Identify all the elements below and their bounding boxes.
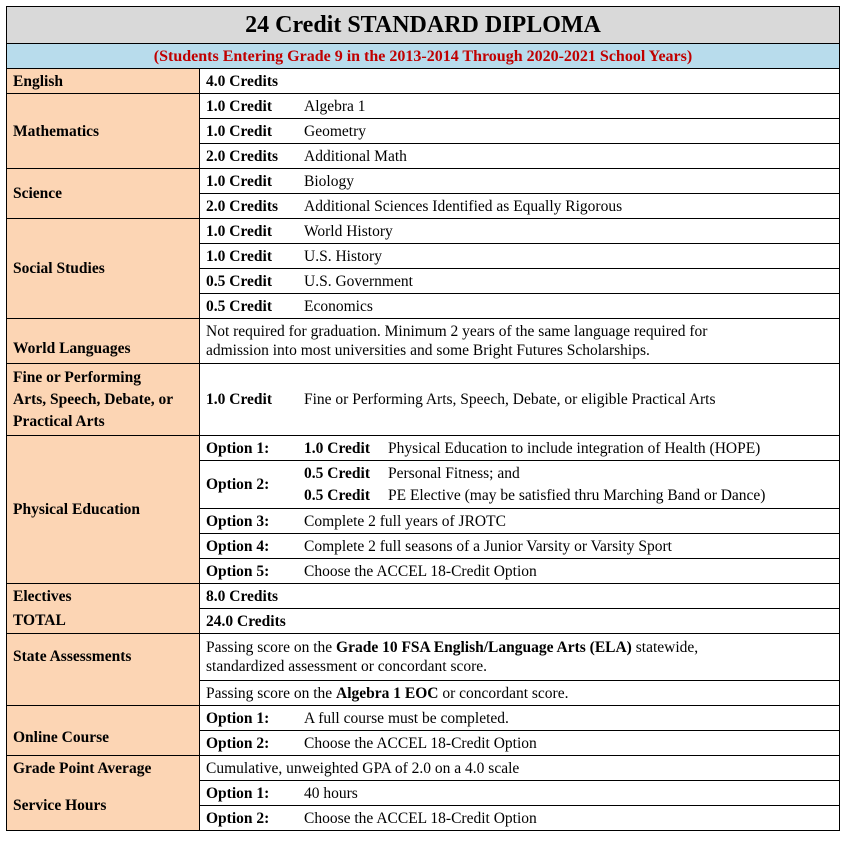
- state-assessment-ela: Passing score on the Grade 10 FSA English/Language Arts (ELA) statewide, standardized assessment or concordant score.: [200, 634, 840, 681]
- fine-arts-row: 1.0 Credit Fine or Performing Arts, Speech, Debate, or eligible Practical Arts: [200, 364, 840, 436]
- electives-credits: 8.0 Credits: [200, 584, 840, 609]
- pe-option-4: Option 4: Complete 2 full seasons of a Junior Varsity or Varsity Sport: [200, 534, 840, 559]
- state-assessment-algebra: Passing score on the Algebra 1 EOC or concordant score.: [200, 681, 840, 706]
- gpa-requirement: Cumulative, unweighted GPA of 2.0 on a 4.0 scale: [200, 756, 840, 781]
- pe-option-3: Option 3: Complete 2 full years of JROTC: [200, 509, 840, 534]
- subject-fine-arts: Fine or Performing Arts, Speech, Debate, or Practical Arts: [7, 364, 200, 436]
- social-row: 1.0 Credit U.S. History: [200, 244, 840, 269]
- social-row: 1.0 Credit World History: [200, 219, 840, 244]
- social-row: 0.5 Credit U.S. Government: [200, 269, 840, 294]
- diploma-requirements-document: [6, 6, 840, 831]
- science-row: 1.0 Credit Biology: [200, 169, 840, 194]
- requirements-table: [6, 6, 840, 831]
- math-row: 1.0 Credit Algebra 1: [200, 94, 840, 119]
- document-title: 24 Credit STANDARD DIPLOMA: [7, 7, 840, 44]
- world-languages-note: Not required for graduation. Minimum 2 years of the same language required for admission into most universities and some Bright Futures Scholarships.: [200, 319, 840, 364]
- service-option-1: Option 1: 40 hours: [200, 781, 840, 806]
- online-option-1: Option 1: A full course must be completed.: [200, 706, 840, 731]
- pe-option-5: Option 5: Choose the ACCEL 18-Credit Option: [200, 559, 840, 584]
- pe-option-1: Option 1: 1.0 Credit Physical Education to include integration of Health (HOPE): [200, 436, 840, 461]
- subject-electives: Electives: [7, 584, 200, 609]
- subject-social-studies: Social Studies: [7, 219, 200, 319]
- subject-science: Science: [7, 169, 200, 219]
- english-credits: 4.0 Credits: [200, 69, 840, 94]
- subject-physical-education: Physical Education: [7, 436, 200, 584]
- subject-gpa: Grade Point Average: [7, 756, 200, 781]
- document-subtitle: (Students Entering Grade 9 in the 2013-2014 Through 2020-2021 School Years): [7, 44, 840, 69]
- subject-total: TOTAL: [7, 609, 200, 634]
- math-row: 2.0 Credits Additional Math: [200, 144, 840, 169]
- math-row: 1.0 Credit Geometry: [200, 119, 840, 144]
- subject-english: English: [7, 69, 200, 94]
- social-row: 0.5 Credit Economics: [200, 294, 840, 319]
- pe-option-2: Option 2: 0.5 Credit Personal Fitness; and 0.5 Credit PE Elective (may be satisfied thru Marching Band or Dance): [200, 461, 840, 509]
- subject-state-assessments: State Assessments: [7, 634, 200, 706]
- service-option-2: Option 2: Choose the ACCEL 18-Credit Option: [200, 806, 840, 831]
- science-row: 2.0 Credits Additional Sciences Identified as Equally Rigorous: [200, 194, 840, 219]
- subject-mathematics: Mathematics: [7, 94, 200, 169]
- total-credits: 24.0 Credits: [200, 609, 840, 634]
- subject-service-hours: Service Hours: [7, 781, 200, 831]
- online-option-2: Option 2: Choose the ACCEL 18-Credit Option: [200, 731, 840, 756]
- subject-world-languages: World Languages: [7, 319, 200, 364]
- subject-online-course: Online Course: [7, 706, 200, 756]
